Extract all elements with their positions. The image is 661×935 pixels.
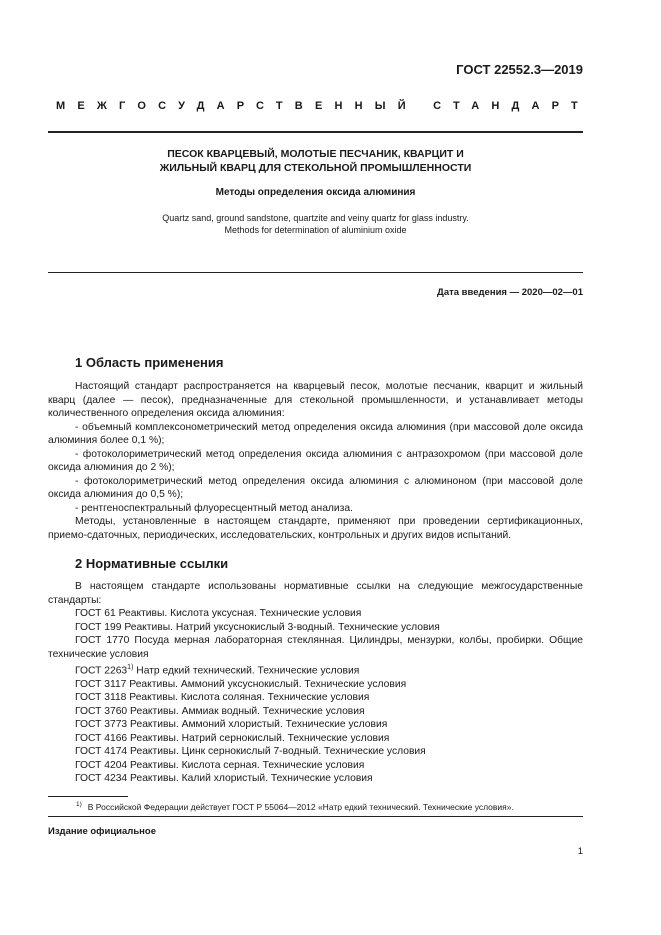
- reference-title: Реактивы. Кислота уксусная. Технические условия: [118, 608, 362, 619]
- section-2-heading: 2 Нормативные ссылки: [75, 556, 229, 571]
- reference-item: [48, 705, 583, 719]
- section-1-paragraph: - рентгеноспектральный флуоресцентный метод анализа.: [75, 502, 353, 514]
- footnote: [76, 801, 514, 812]
- reference-title: Реактивы. Аммоний уксуснокислый. Технические условия: [129, 678, 407, 690]
- reference-item: [48, 678, 583, 692]
- reference-item: [48, 759, 583, 773]
- gost-number: ГОСТ 22552.3—2019: [456, 62, 583, 77]
- reference-code: ГОСТ 3773: [75, 719, 128, 731]
- reference-title: Реактивы. Цинк сернокислый 7-водный. Технические условия: [130, 746, 426, 758]
- reference-item: [48, 621, 583, 635]
- title-line-2: ЖИЛЬНЫЙ КВАРЦ ДЛЯ СТЕКОЛЬНОЙ ПРОМЫШЛЕННОСТИ: [159, 162, 472, 174]
- reference-title: Посуда мерная лабораторная стеклянная. Цилиндры, мензурки, колбы, пробирки. Общие технические условия: [48, 635, 583, 660]
- reference-title: Реактивы. Аммоний хлористый. Технические условия: [130, 719, 388, 731]
- reference-code: ГОСТ 3117: [75, 678, 127, 690]
- document-title: [60, 147, 571, 175]
- reference-code: ГОСТ 3760: [75, 705, 128, 717]
- reference-item: [48, 691, 583, 705]
- reference-title: Реактивы. Кислота соляная. Технические условия: [129, 692, 370, 704]
- header-rule: [48, 131, 583, 133]
- section-1-paragraph: - фотоколориметрический метод определения оксида алюминия с алюминоном (при массовой доле оксида алюминия до 0,5 %);: [48, 475, 583, 500]
- reference-item: [48, 607, 583, 621]
- section-1-paragraph: - фотоколориметрический метод определения оксида алюминия с антразохромом (при массовой доле оксида алюминия до 2 %);: [48, 448, 583, 473]
- reference-code: ГОСТ 3118: [75, 692, 127, 704]
- reference-code: ГОСТ 2263: [75, 665, 128, 677]
- english-title-line-1: Quartz sand, ground sandstone, quartzite and veiny quartz for glass industry.: [162, 213, 469, 223]
- footnote-marker: 1): [127, 664, 134, 671]
- english-title-line-2: Methods for determination of aluminium oxide: [224, 225, 407, 235]
- reference-title: Реактивы. Натрий сернокислый. Технические условия: [130, 732, 390, 744]
- normative-references-list: [48, 580, 583, 786]
- reference-code: ГОСТ 1770: [75, 635, 130, 646]
- page-number: 1: [577, 846, 583, 857]
- english-title: [60, 212, 571, 236]
- footer-rule: [48, 816, 583, 817]
- section-1-paragraph: Настоящий стандарт распространяется на кварцевый песок, молотые песчаник, кварцит и жильный кварц (далее — песок), предназначенные для стекольной промышленности, и устанавливает методы количественного определения оксида алюминия:: [48, 381, 583, 419]
- reference-item: [48, 772, 583, 786]
- document-subtitle: Методы определения оксида алюминия: [215, 187, 416, 198]
- footnote-rule: [48, 796, 128, 797]
- section-1-paragraph: Методы, установленные в настоящем стандарте, применяют при проведении сертификационных, приемо-сдаточных, периодических, исследовательских, контрольных и других видов испытаний.: [48, 516, 583, 541]
- title-rule: [48, 272, 583, 273]
- reference-item: [48, 634, 583, 661]
- reference-title: Натр едкий технический. Технические условия: [136, 665, 360, 677]
- reference-item: [48, 732, 583, 746]
- reference-item: [48, 661, 583, 678]
- reference-item: [48, 718, 583, 732]
- reference-code: ГОСТ 61: [75, 608, 116, 619]
- footnote-mark: 1): [76, 801, 82, 808]
- reference-code: ГОСТ 4234: [75, 773, 128, 785]
- interstate-standard-label: МЕЖГОСУДАРСТВЕННЫЙ СТАНДАРТ: [56, 100, 590, 112]
- reference-title: Реактивы. Натрий уксуснокислый 3-водный. Технические условия: [124, 621, 440, 633]
- reference-code: ГОСТ 199: [75, 621, 122, 633]
- reference-title: Реактивы. Аммиак водный. Технические условия: [130, 705, 365, 717]
- footnote-text: В Российской Федерации действует ГОСТ Р 55064—2012 «Натр едкий технический. Технические условия».: [87, 801, 514, 812]
- reference-title: Реактивы. Кислота серная. Технические условия: [130, 759, 365, 771]
- section-1-heading: 1 Область применения: [75, 355, 224, 370]
- official-edition-label: Издание официальное: [48, 826, 156, 837]
- reference-item: [48, 745, 583, 759]
- section-1-paragraph: - объемный комплексонометрический метод определения оксида алюминия (при массовой доле оксида алюминия более 0,1 %);: [48, 421, 583, 446]
- reference-code: ГОСТ 4174: [75, 746, 128, 758]
- introduction-date: Дата введения — 2020—02—01: [437, 287, 583, 298]
- section-2-intro: В настоящем стандарте использованы нормативные ссылки на следующие межгосударственные стандарты:: [48, 581, 583, 606]
- section-1-body: [48, 380, 583, 542]
- reference-code: ГОСТ 4204: [75, 759, 128, 771]
- reference-title: Реактивы. Калий хлористый. Технические условия: [130, 773, 373, 785]
- reference-code: ГОСТ 4166: [75, 732, 128, 744]
- title-line-1: ПЕСОК КВАРЦЕВЫЙ, МОЛОТЫЕ ПЕСЧАНИК, КВАРЦИТ И: [167, 148, 464, 160]
